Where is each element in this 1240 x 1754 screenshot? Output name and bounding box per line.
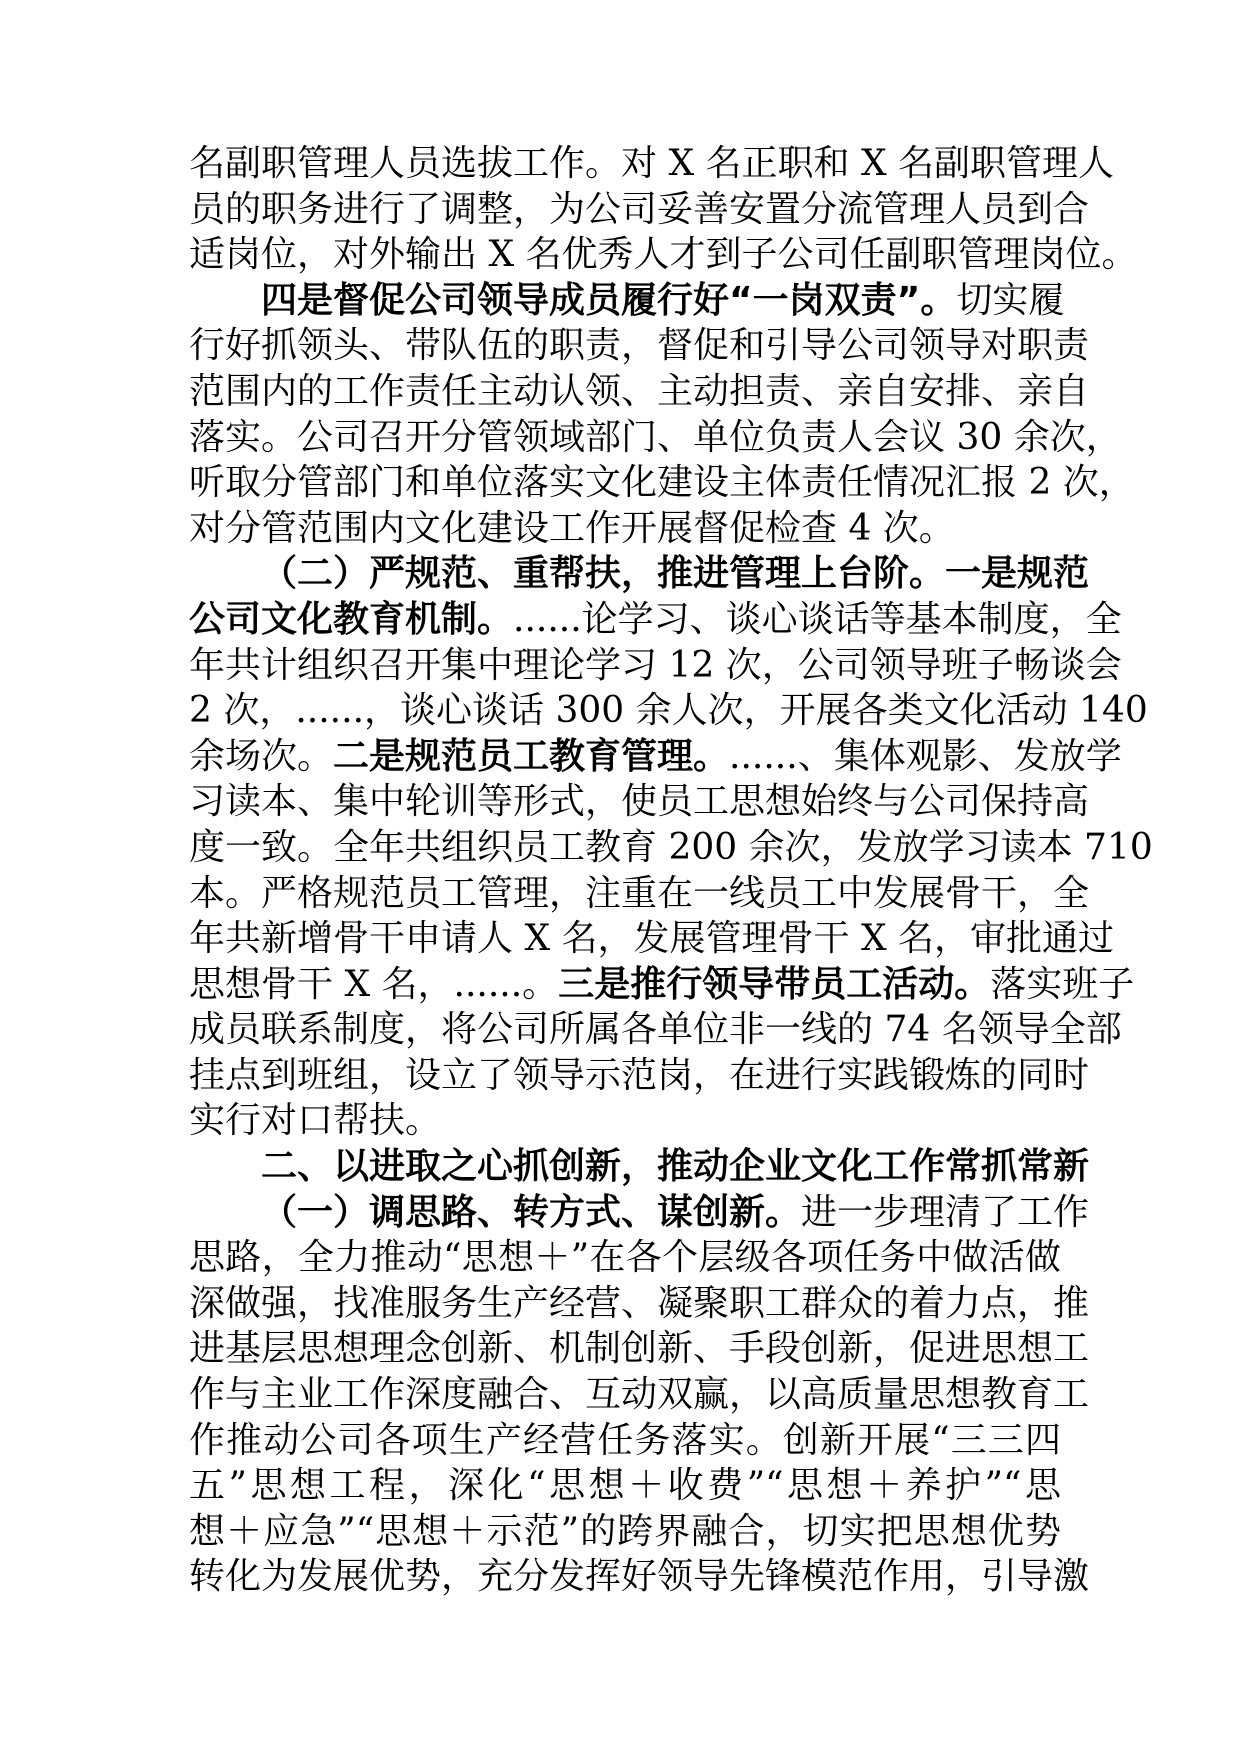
text-segment: 名副职管理人员选拔工作。对 X 名正职和 X 名副职管理人 <box>189 143 1115 184</box>
text-segment: 作与主业工作深度融合、互动双赢，以高质量思想教育工 <box>189 1374 1090 1416</box>
text-segment: 成员联系制度，将公司所属各单位非一线的 74 名领导全部 <box>189 1009 1122 1051</box>
text-line <box>189 1418 1061 1464</box>
text-line <box>189 187 1090 233</box>
text-line <box>189 643 1122 689</box>
text-segment: 转化为发展优势，充分发挥好领导先锋模范作用，引导激 <box>189 1556 1090 1598</box>
text-line <box>189 1053 1090 1099</box>
text-line <box>189 688 1148 734</box>
text-line <box>189 734 1122 780</box>
text-line <box>189 597 1122 643</box>
text-segment: 落实。公司召开分管领域部门、单位负责人会议 30 余次， <box>189 416 1122 458</box>
text-line <box>189 962 1135 1008</box>
text-line <box>189 415 1122 461</box>
text-segment: 员的职务进行了调整，为公司妥善安置分流管理人员到合 <box>189 188 1090 230</box>
text-line <box>189 1463 1061 1509</box>
text-line <box>189 1372 1090 1418</box>
text-segment: ......论学习、谈心谈话等基本制度，全 <box>513 598 1122 640</box>
bold-heading-segment: （二）严规范、重帮扶，推进管理上台阶。一是规范 <box>261 553 1090 595</box>
text-line <box>189 506 1061 552</box>
text-line <box>189 779 1090 825</box>
text-segment: 听取分管部门和单位落实文化建设主体责任情况汇报 2 次， <box>189 462 1135 504</box>
text-line <box>189 278 1065 324</box>
text-segment: 进基层思想理念创新、机制创新、手段创新，促进思想工 <box>189 1328 1090 1370</box>
bold-heading-segment: 三是推行领导带员工活动。 <box>558 963 991 1005</box>
text-segment: 挂点到班组，设立了领导示范岗，在进行实践锻炼的同时 <box>189 1054 1090 1096</box>
text-segment: 五”思想工程，深化“思想＋收费”“思想＋养护”“思 <box>189 1465 1061 1507</box>
text-line <box>189 825 1153 871</box>
text-line <box>189 1007 1122 1053</box>
text-line <box>189 141 1115 187</box>
text-line <box>189 1554 1090 1600</box>
text-segment: 本。严格规范员工管理，注重在一线员工中发展骨干，全 <box>189 872 1090 914</box>
text-line <box>189 1326 1090 1372</box>
text-segment: 年共计组织召开集中理论学习 12 次，公司领导班子畅谈会 <box>189 644 1122 686</box>
text-line <box>189 551 1090 597</box>
text-segment: 年共新增骨干申请人 X 名，发展管理骨干 X 名，审批通过 <box>189 918 1115 960</box>
text-segment: 实行对口帮扶。 <box>189 1100 442 1142</box>
text-segment: 落实班子 <box>990 963 1135 1005</box>
bold-heading-segment: 二是规范员工教育管理。 <box>333 735 730 777</box>
text-line <box>189 232 1138 278</box>
text-segment: 切实履 <box>956 279 1065 321</box>
text-line <box>189 460 1135 506</box>
text-segment: 对分管范围内文化建设工作开展督促检查 4 次。 <box>189 507 955 549</box>
text-segment: 思路，全力推动“思想＋”在各个层级各项任务中做活做 <box>189 1237 1061 1279</box>
text-segment: 深做强，找准服务生产经营、凝聚职工群众的着力点，推 <box>189 1282 1090 1324</box>
text-segment: 范围内的工作责任主动认领、主动担责、亲自安排、亲自 <box>189 370 1090 412</box>
text-line <box>189 1509 1061 1555</box>
text-segment: 作推动公司各项生产经营任务落实。创新开展“三三四 <box>189 1419 1061 1461</box>
text-segment: 想＋应急”“思想＋示范”的跨界融合，切实把思想优势 <box>189 1510 1061 1552</box>
text-segment: 思想骨干 X 名，......。 <box>189 963 559 1005</box>
text-line <box>189 916 1115 962</box>
text-segment: 余场次。 <box>189 735 334 777</box>
text-segment: 习读本、集中轮训等形式，使员工思想始终与公司保持高 <box>189 781 1090 823</box>
bold-heading-segment: 二、以进取之心抓创新，推动企业文化工作常抓常新 <box>261 1146 1090 1188</box>
document-page <box>189 141 1153 1600</box>
bold-heading-segment: 四是督促公司领导成员履行好“一岗双责”。 <box>261 279 957 321</box>
text-line <box>189 1098 1061 1144</box>
text-line <box>189 369 1090 415</box>
text-line <box>189 1235 1061 1281</box>
text-segment: 进一步理清了工作 <box>801 1191 1090 1233</box>
text-segment: 度一致。全年共组织员工教育 200 余次，发放学习读本 710 <box>189 826 1153 868</box>
bold-heading-segment: （一）调思路、转方式、谋创新。 <box>261 1191 802 1233</box>
text-segment: ......、集体观影、发放学 <box>729 735 1122 777</box>
text-line <box>189 1281 1090 1327</box>
text-segment: 适岗位，对外输出 X 名优秀人才到子公司任副职管理岗位。 <box>189 234 1138 276</box>
text-line <box>189 323 1090 369</box>
text-segment: 2 次，......，谈心谈话 300 余人次，开展各类文化活动 140 <box>189 690 1148 732</box>
text-line <box>189 1190 1090 1236</box>
bold-heading-segment: 公司文化教育机制。 <box>189 598 514 640</box>
text-line <box>189 871 1090 917</box>
text-segment: 行好抓领头、带队伍的职责，督促和引导公司领导对职责 <box>189 325 1090 367</box>
section-heading <box>189 1144 1090 1190</box>
